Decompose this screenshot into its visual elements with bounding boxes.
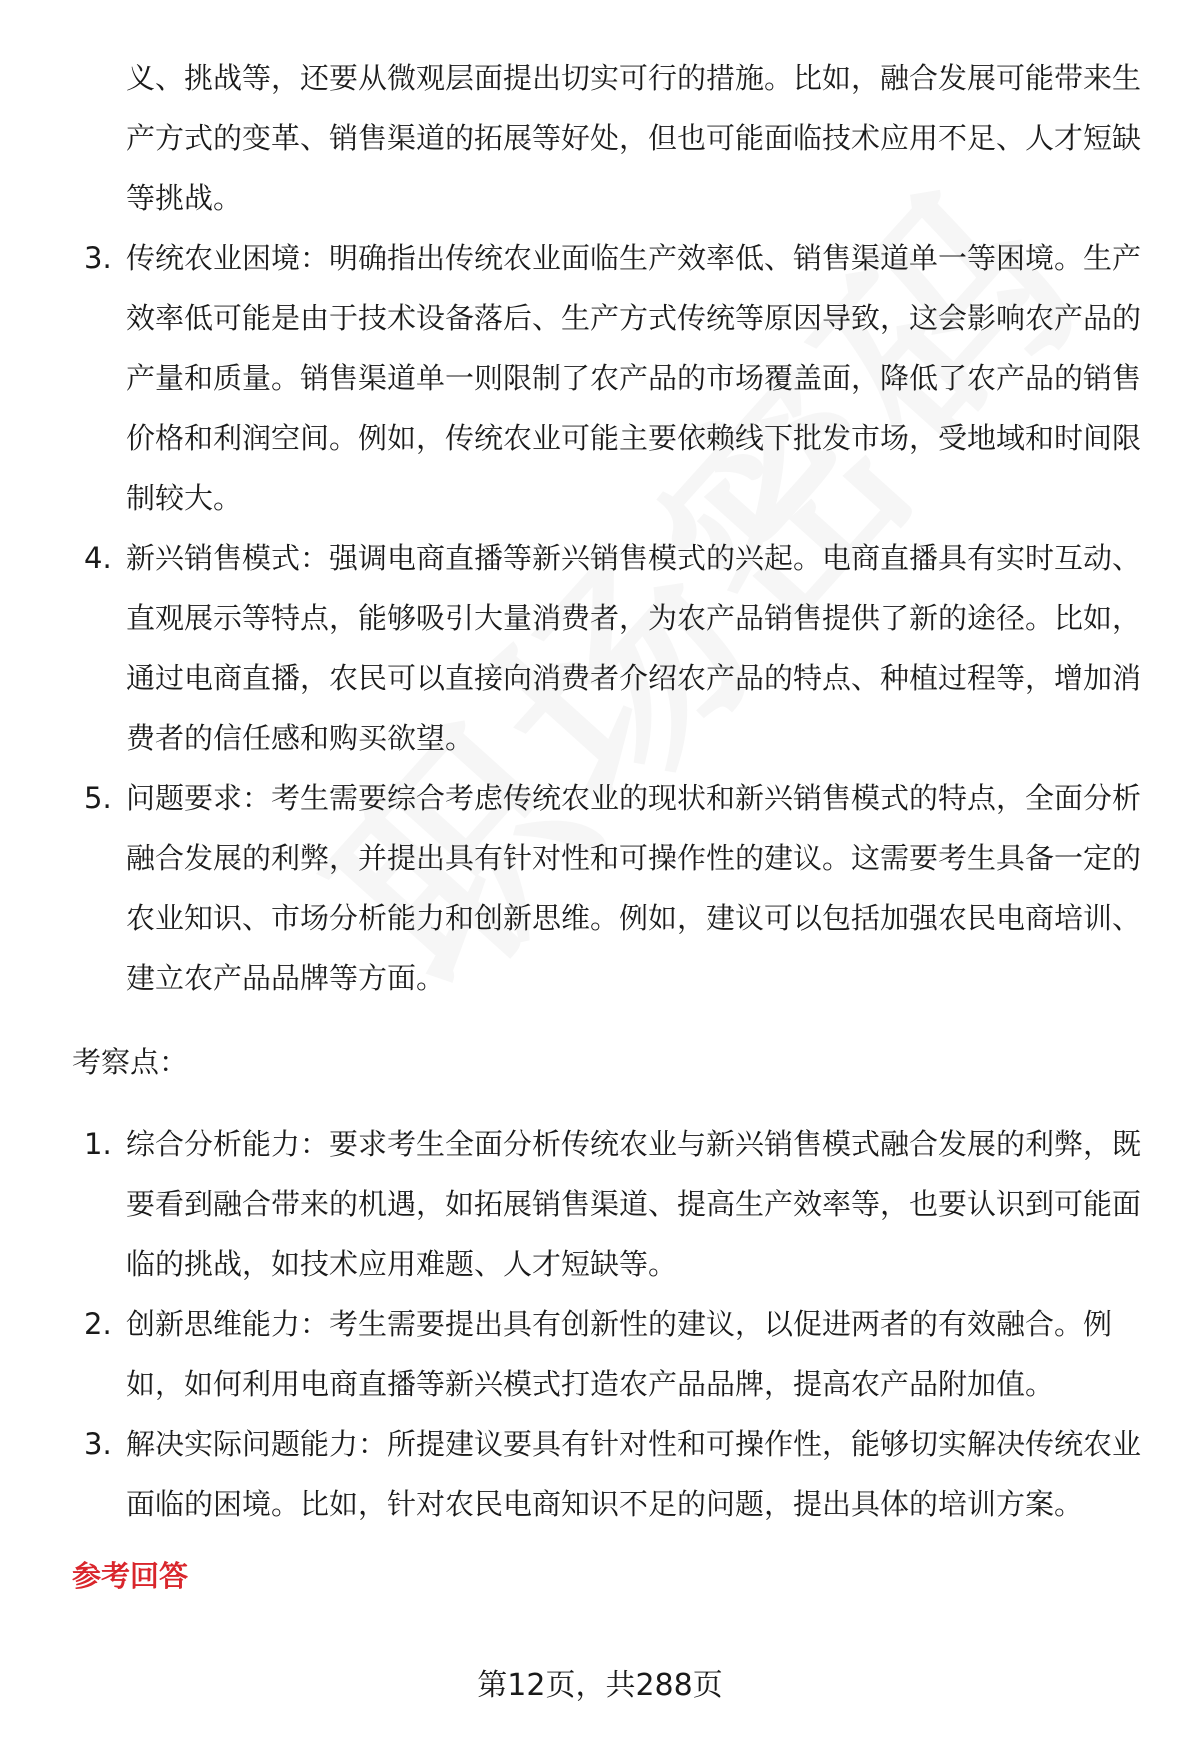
list-item-text: 新兴销售模式：强调电商直播等新兴销售模式的兴起。电商直播具有实时互动、直观展示等特点，能够吸引大量消费者，为农产品销售提供了新的途径。比如，通过电商直播，农民可以直接向消费者介绍农产品的特点、种植过程等，增加消费者的信任感和购买欲望。 bbox=[126, 541, 1142, 755]
list-item-number: 3. bbox=[84, 241, 112, 275]
list-item bbox=[72, 528, 1142, 768]
list-item-number: 3. bbox=[84, 1427, 112, 1461]
continued-paragraph: 义、挑战等，还要从微观层面提出切实可行的措施。比如，融合发展可能带来生产方式的变革、销售渠道的拓展等好处，但也可能面临技术应用不足、人才短缺等挑战。 bbox=[126, 61, 1142, 215]
reference-heading: 参考回答 bbox=[72, 1559, 189, 1593]
analysis-list bbox=[72, 228, 1142, 1008]
page-footer: 第12页，共288页 bbox=[477, 1668, 723, 1703]
list-item-text: 解决实际问题能力：所提建议要具有针对性和可操作性，能够切实解决传统农业面临的困境。比如，针对农民电商知识不足的问题，提出具体的培训方案。 bbox=[126, 1427, 1142, 1521]
list-item-number: 1. bbox=[84, 1127, 112, 1161]
list-item-text: 传统农业困境：明确指出传统农业面临生产效率低、销售渠道单一等困境。生产效率低可能是由于技术设备落后、生产方式传统等原因导致，这会影响农产品的产量和质量。销售渠道单一则限制了农产品的市场覆盖面，降低了农产品的销售价格和利润空间。例如，传统农业可能主要依赖线下批发市场，受地域和时间限制较大。 bbox=[126, 241, 1142, 515]
list-item bbox=[72, 1294, 1142, 1414]
list-item-number: 2. bbox=[84, 1307, 112, 1341]
list-item bbox=[72, 768, 1142, 1008]
document-body bbox=[72, 48, 1142, 1606]
list-item-number: 4. bbox=[84, 541, 112, 575]
list-item bbox=[72, 1414, 1142, 1534]
list-item-text: 创新思维能力：考生需要提出具有创新性的建议，以促进两者的有效融合。例如，如何利用电商直播等新兴模式打造农产品品牌，提高农产品附加值。 bbox=[126, 1307, 1113, 1401]
list-item-number: 5. bbox=[84, 781, 112, 815]
assessment-list bbox=[72, 1114, 1142, 1534]
list-item bbox=[72, 228, 1142, 528]
list-item-text: 问题要求：考生需要综合考虑传统农业的现状和新兴销售模式的特点，全面分析融合发展的利弊，并提出具有针对性和可操作性的建议。这需要考生具备一定的农业知识、市场分析能力和创新思维。例如，建议可以包括加强农民电商培训、建立农产品品牌等方面。 bbox=[126, 781, 1142, 995]
list-item bbox=[72, 1114, 1142, 1294]
section-label: 考察点： bbox=[72, 1045, 189, 1079]
list-item-text: 综合分析能力：要求考生全面分析传统农业与新兴销售模式融合发展的利弊，既要看到融合带来的机遇，如拓展销售渠道、提高生产效率等，也要认识到可能面临的挑战，如技术应用难题、人才短缺等。 bbox=[126, 1127, 1142, 1281]
